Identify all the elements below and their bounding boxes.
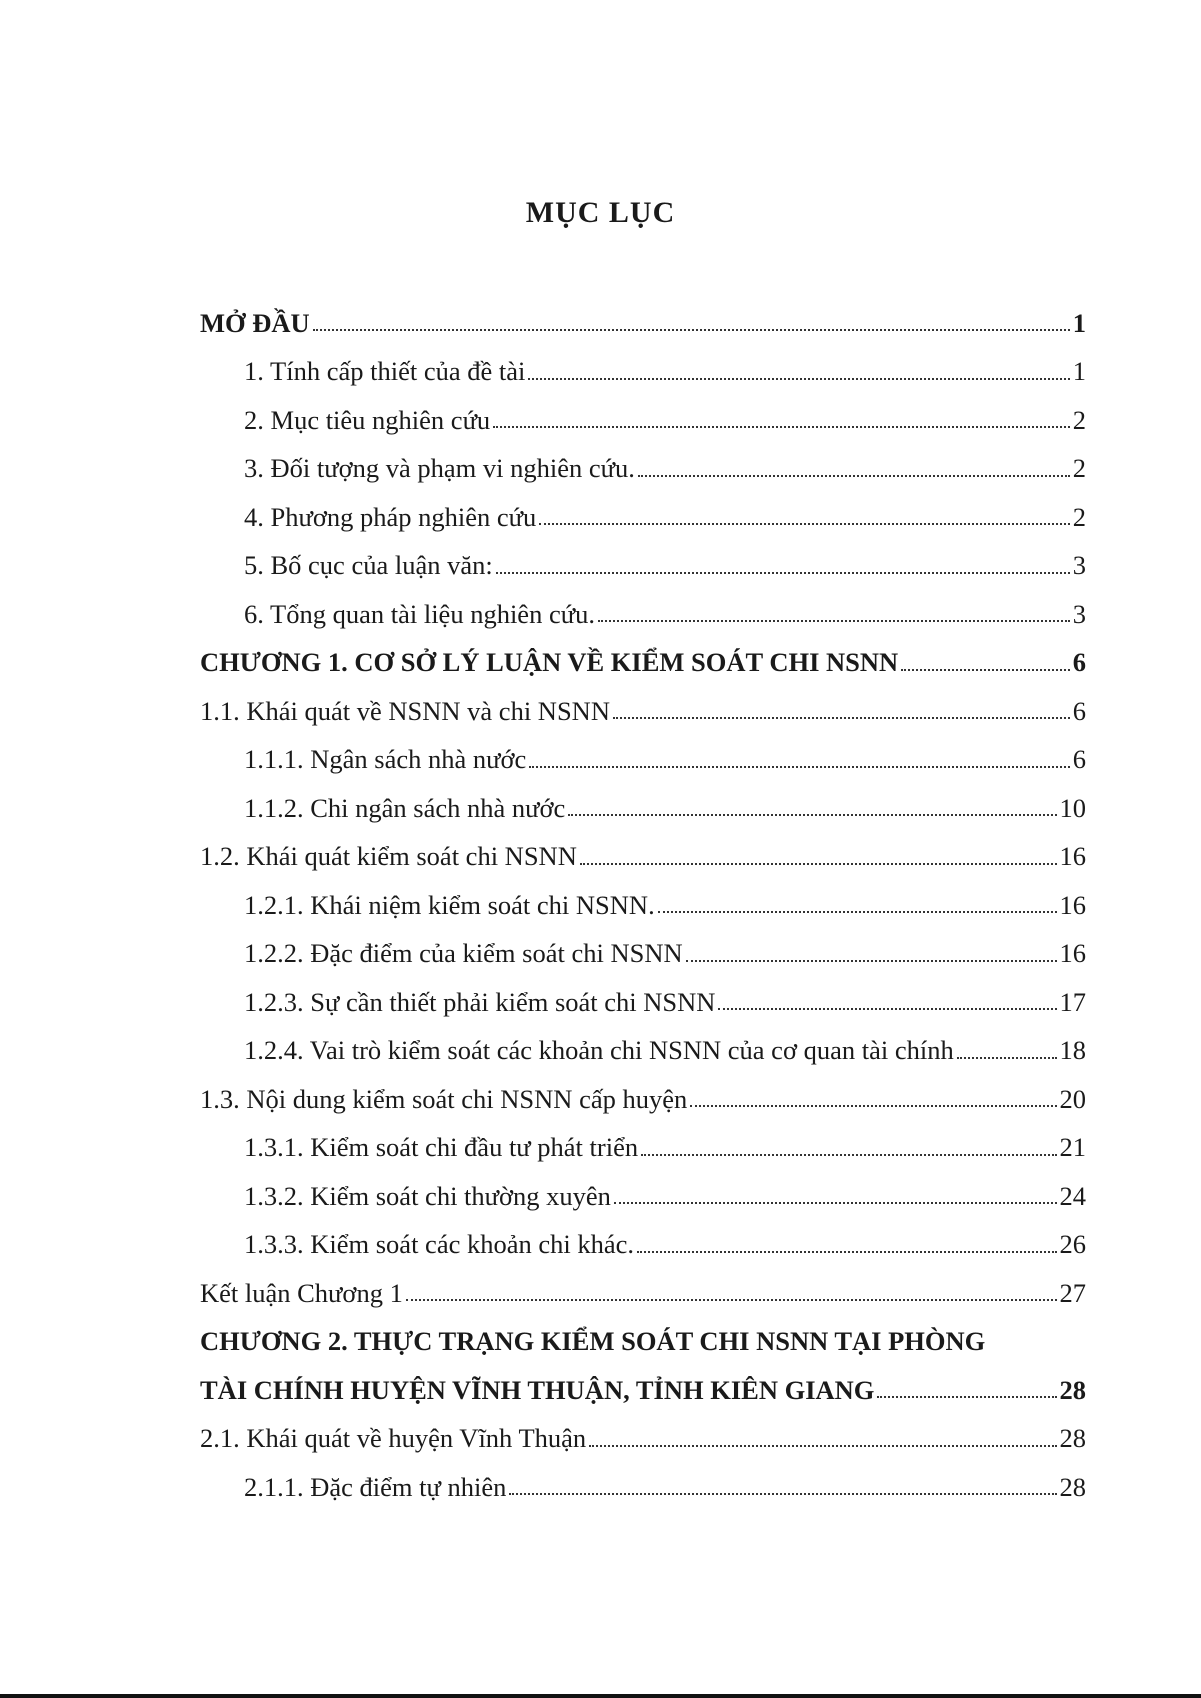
toc-entry-page: 16 — [1059, 889, 1086, 920]
dot-leader — [580, 863, 1057, 865]
dot-leader — [528, 378, 1069, 380]
toc-entry-label: 1. Tính cấp thiết của đề tài — [244, 356, 526, 386]
toc-entry[interactable] — [244, 1024, 1086, 1064]
toc-entry[interactable] — [244, 1218, 1086, 1258]
toc-entry[interactable] — [244, 539, 1086, 579]
toc-entry-label: 1.3. Nội dung kiểm soát chi NSNN cấp huyện — [200, 1083, 688, 1114]
dot-leader — [690, 1105, 1056, 1107]
toc-entry[interactable] — [200, 636, 1086, 676]
toc-entry-label: 1.3.1. Kiểm soát chi đầu tư phát triển — [244, 1132, 639, 1162]
toc-entry-label: 1.2.2. Đặc điểm của kiểm soát chi NSNN — [244, 938, 683, 968]
toc-entry-label: 2.1. Khái quát về huyện Vĩnh Thuận — [200, 1423, 587, 1453]
toc-entry[interactable] — [244, 733, 1086, 773]
dot-leader — [406, 1299, 1057, 1301]
dot-leader — [638, 475, 1070, 477]
toc-entry-page: 28 — [1059, 1423, 1086, 1453]
toc-entry-label: 1.1. Khái quát về NSNN và chi NSNN — [200, 695, 610, 726]
toc-entry[interactable] — [200, 1412, 1086, 1452]
toc-entry-page: 28 — [1059, 1374, 1086, 1405]
toc-entry-page: 3 — [1072, 550, 1086, 580]
toc-entry-label: 2.1.1. Đặc điểm tự nhiên — [244, 1471, 507, 1502]
toc-entry-page: 6 — [1072, 744, 1086, 774]
toc-entry[interactable] — [200, 684, 1086, 724]
dot-leader — [589, 1445, 1056, 1447]
toc-entry-label: 1.3.3. Kiểm soát các khoản chi khác. — [244, 1229, 635, 1259]
toc-entry[interactable] — [200, 1266, 1086, 1306]
toc-entry[interactable] — [244, 878, 1086, 918]
dot-leader — [529, 766, 1069, 768]
dot-leader — [658, 911, 1057, 913]
dot-leader — [313, 329, 1070, 331]
dot-leader — [493, 426, 1070, 428]
toc-entry-page: 10 — [1059, 792, 1086, 823]
toc-entry[interactable] — [244, 975, 1086, 1015]
dot-leader — [718, 1008, 1056, 1010]
toc-entry-page: 24 — [1059, 1180, 1086, 1211]
toc-entry-label: 3. Đối tượng và phạm vi nghiên cứu. — [244, 453, 635, 483]
toc-entry[interactable] — [200, 1072, 1086, 1112]
dot-leader — [637, 1251, 1056, 1253]
toc-entry[interactable] — [244, 490, 1086, 530]
toc-entry-label: 1.2.1. Khái niệm kiểm soát chi NSNN. — [244, 889, 655, 920]
page-title: MỤC LỤC — [525, 196, 676, 229]
toc-entry-label: 1.1.1. Ngân sách nhà nước — [244, 744, 527, 774]
toc-entry-page: 6 — [1072, 695, 1086, 726]
toc-entry-page: 6 — [1072, 647, 1086, 677]
dot-leader — [877, 1396, 1056, 1398]
toc-entry[interactable] — [244, 927, 1086, 967]
dot-leader — [539, 523, 1069, 525]
bottom-border-line — [0, 1694, 1201, 1698]
toc-entry-label: CHƯƠNG 1. CƠ SỞ LÝ LUẬN VỀ KIỂM SOÁT CHI NSNN — [200, 647, 899, 677]
toc-entry[interactable] — [244, 587, 1086, 627]
dot-leader — [598, 620, 1070, 622]
toc-entry-label: MỞ ĐẦU — [200, 307, 310, 338]
dot-leader — [613, 717, 1070, 719]
toc-entry-label: 1.2. Khái quát kiểm soát chi NSNN — [200, 841, 577, 871]
toc-entry[interactable] — [200, 1315, 1086, 1355]
dot-leader — [686, 960, 1057, 962]
toc-entry-label: 4. Phương pháp nghiên cứu — [244, 501, 537, 532]
dot-leader — [614, 1202, 1057, 1204]
toc-entry-page: 27 — [1059, 1277, 1086, 1308]
toc-entry-page: 1 — [1072, 307, 1086, 338]
toc-entry-page: 3 — [1072, 598, 1086, 629]
toc-entry-page: 17 — [1059, 986, 1086, 1017]
toc-entry-label: CHƯƠNG 2. THỰC TRẠNG KIỂM SOÁT CHI NSNN TẠI PHÒNG — [200, 1326, 986, 1356]
toc-entry[interactable] — [200, 830, 1086, 870]
dot-leader — [901, 669, 1070, 671]
toc-entry[interactable] — [244, 442, 1086, 482]
toc-entry-label: Kết luận Chương 1 — [200, 1277, 403, 1308]
toc-entry-label: TÀI CHÍNH HUYỆN VĨNH THUẬN, TỈNH KIÊN GIANG — [200, 1374, 875, 1405]
dot-leader — [568, 814, 1056, 816]
toc-entry-page: 1 — [1072, 356, 1086, 386]
dot-leader — [641, 1154, 1056, 1156]
toc-entry-page: 20 — [1059, 1083, 1086, 1114]
toc-entry-page: 18 — [1059, 1035, 1086, 1065]
toc-entry[interactable] — [200, 1363, 1086, 1403]
toc-entry-page: 26 — [1059, 1229, 1086, 1259]
toc-entry-label: 2. Mục tiêu nghiên cứu — [244, 404, 491, 435]
toc-entry-page: 28 — [1059, 1471, 1086, 1502]
toc-entry[interactable] — [244, 1460, 1086, 1500]
toc-entry[interactable] — [244, 781, 1086, 821]
toc-entry-page: 21 — [1059, 1132, 1086, 1162]
toc-entry-page: 2 — [1072, 501, 1086, 532]
toc-entry-page: 16 — [1059, 938, 1086, 968]
toc-entry[interactable] — [244, 1169, 1086, 1209]
toc-entry[interactable] — [200, 296, 1086, 336]
toc-entry[interactable] — [244, 345, 1086, 385]
dot-leader — [509, 1493, 1056, 1495]
toc-entry-label: 1.2.3. Sự cần thiết phải kiểm soát chi NSNN — [244, 986, 716, 1017]
toc-entry-page: 2 — [1072, 404, 1086, 435]
toc-entry-label: 5. Bố cục của luận văn: — [244, 550, 493, 580]
toc-entry-label: 1.2.4. Vai trò kiểm soát các khoản chi NSNN của cơ quan tài chính — [244, 1035, 954, 1065]
toc-entry-page: 16 — [1059, 841, 1086, 871]
toc-entry-page: 2 — [1072, 453, 1086, 483]
toc-entry[interactable] — [244, 393, 1086, 433]
toc-entry-label: 1.3.2. Kiểm soát chi thường xuyên — [244, 1180, 611, 1211]
dot-leader — [957, 1057, 1057, 1059]
dot-leader — [496, 572, 1070, 574]
toc-entry-label: 1.1.2. Chi ngân sách nhà nước — [244, 792, 566, 823]
toc-entry-label: 6. Tổng quan tài liệu nghiên cứu. — [244, 598, 595, 629]
toc-entry[interactable] — [244, 1121, 1086, 1161]
